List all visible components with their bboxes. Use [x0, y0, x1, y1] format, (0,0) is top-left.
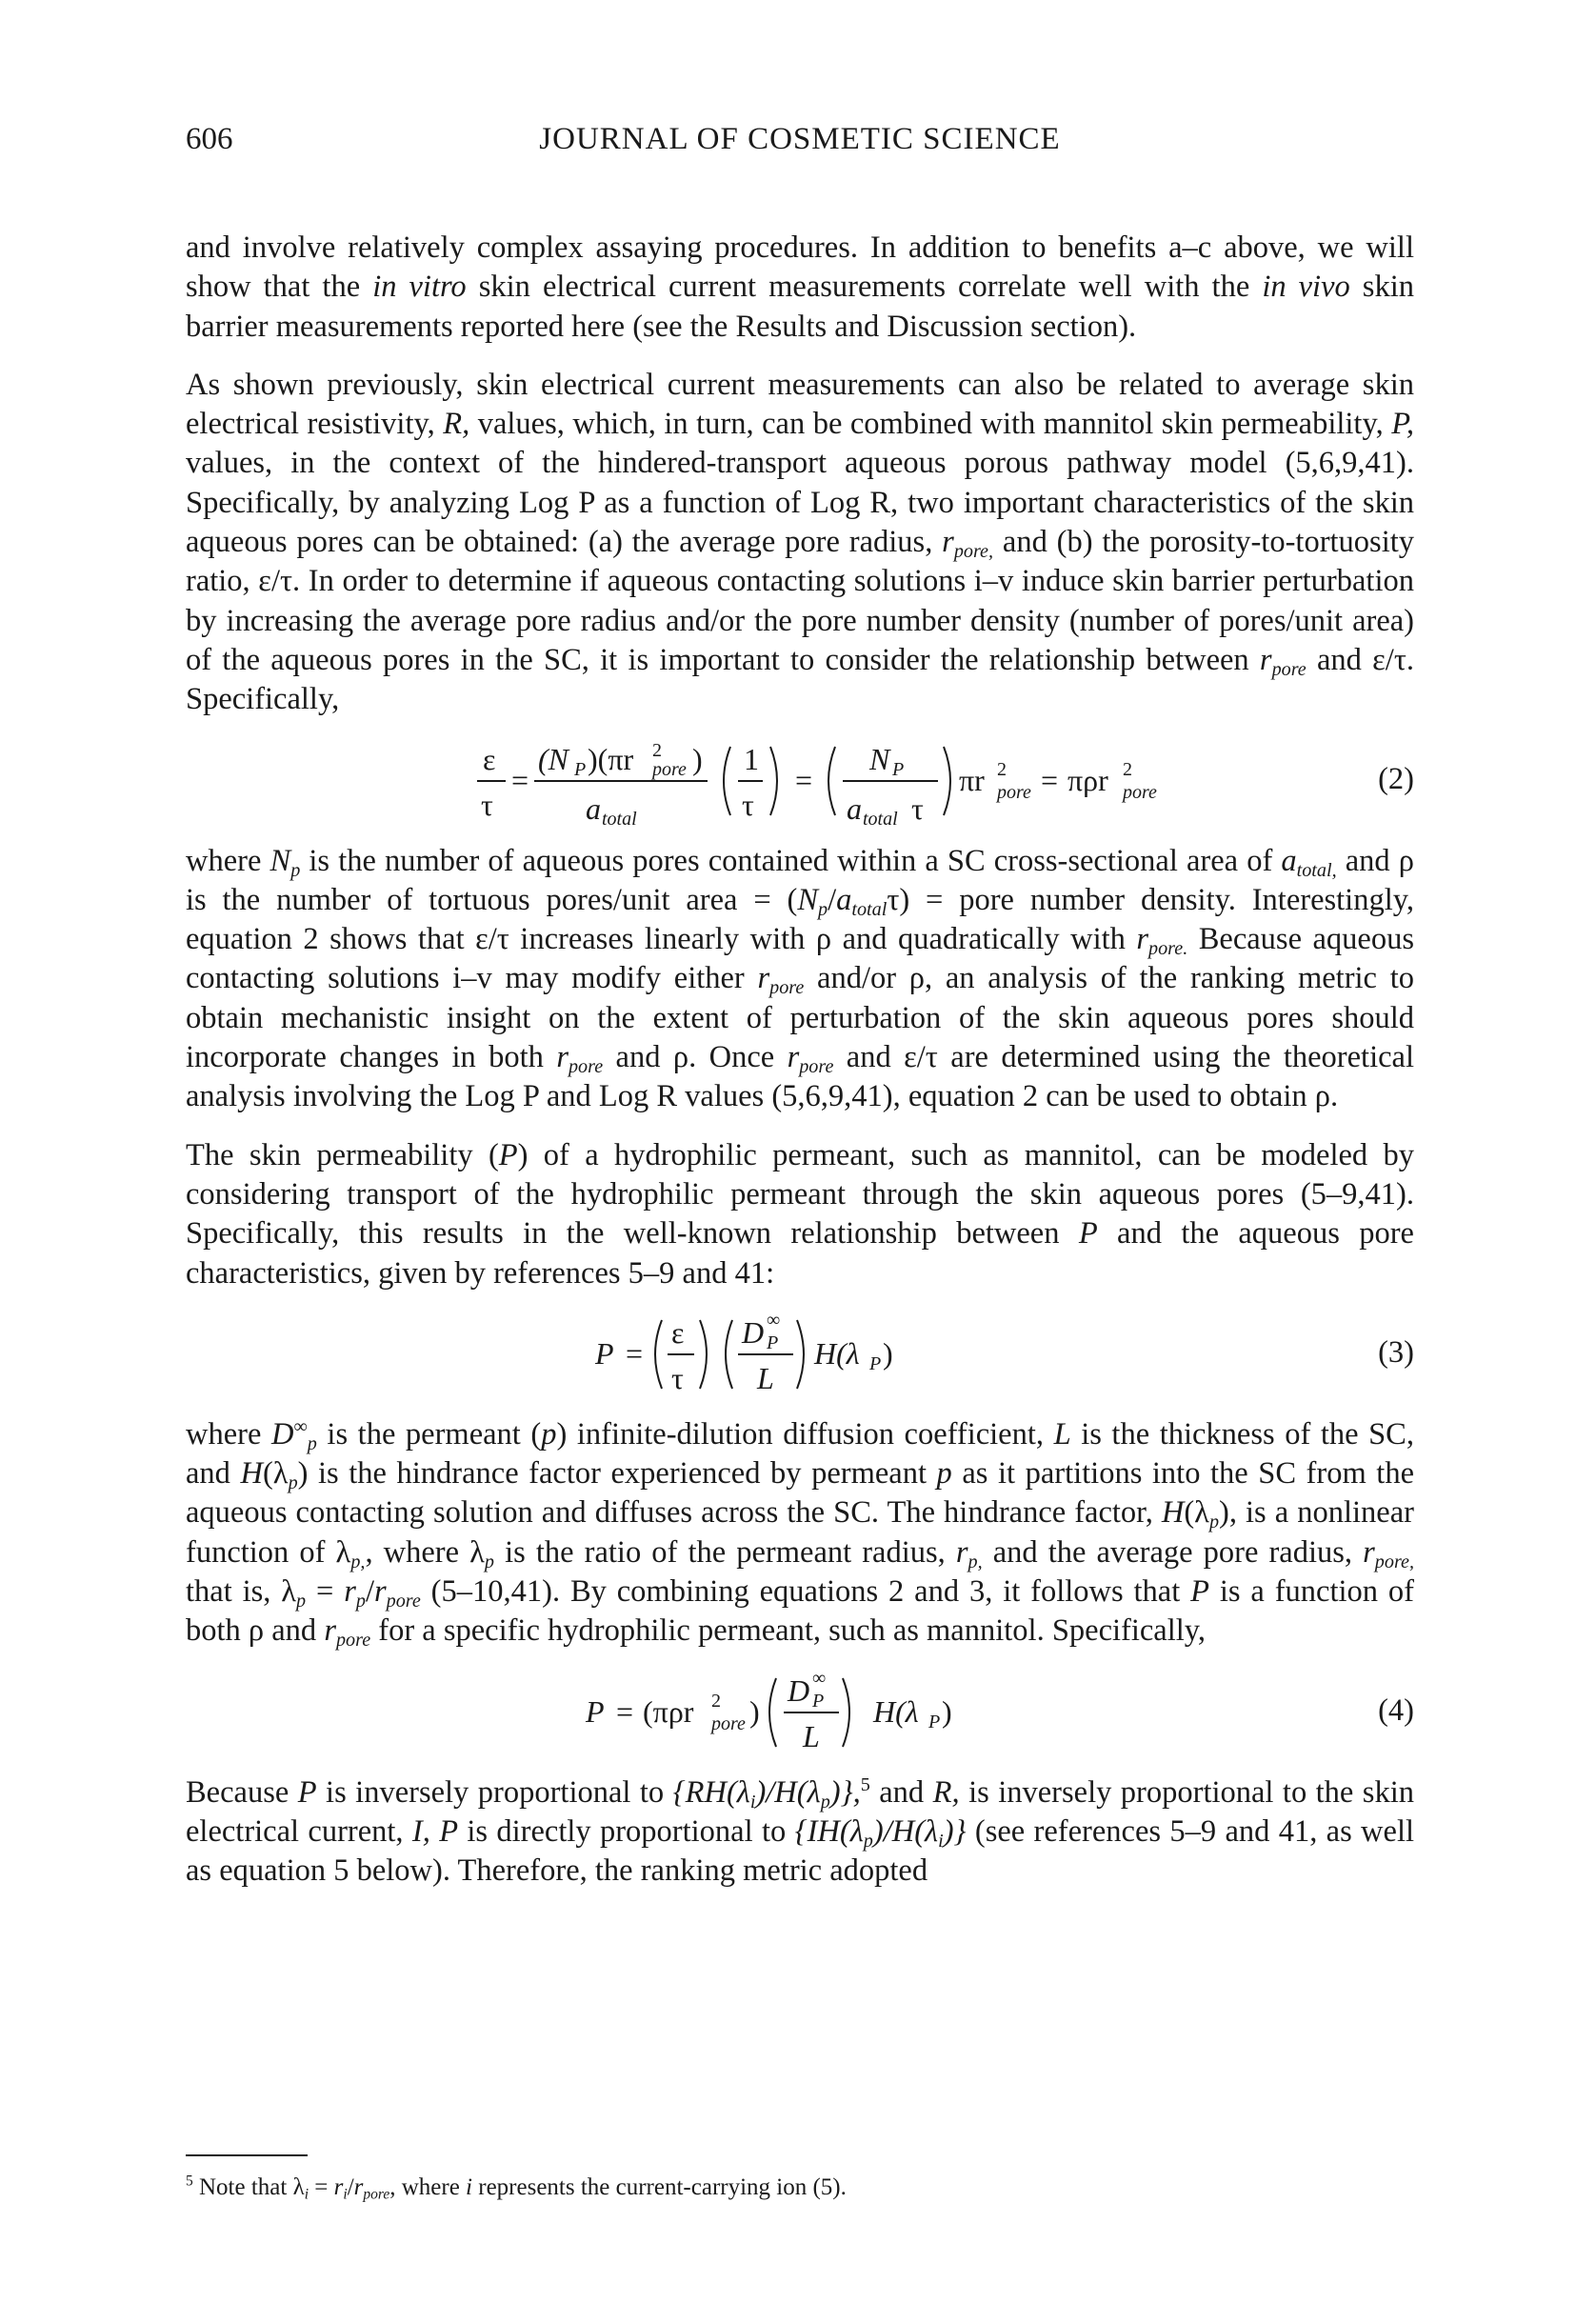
eq3-p: P — [595, 1335, 614, 1371]
paragraph-2: As shown previously, skin electrical current measurements can also be related to average skin electrical resistivity, R, values, which, in turn, can be combined with mannitol skin permeability, P, values, in the context of the hindered-transport aqueous porous pathway model (5,6,9,41). Specifically, by analyzing Log P as a function of Log R, two important characteristics of the skin aqueous pores can be obtained: (a) the average pore radius, $r_{pore,}$ and (b) the porosity-to-tortuosity ratio, ε/τ. In order to determine if aqueous contacting solutions i–v induce skin barrier perturbation by increasing the average pore radius and/or the pore number density (number of pores/unit area) of the aqueous pores in the SC, it is important to consider the relationship between $r_{pore}$ and ε/τ. Specifically, — [186, 367, 1415, 717]
svg-text:P: P — [574, 758, 587, 780]
eq2-equals-2: = — [795, 762, 813, 797]
svg-text:N: N — [869, 741, 890, 776]
paragraph-6: Because P is inversely proportional to $\{RH(\lambda_i)/H(\lambda_p)\},^5$ and R, is inversely proportional to the skin electrical current, I, P is directly proportional to $\{IH(\lambda_p)/H(\lambda_i)\}$ (see references 5–9 and 41, as well as equation 5 below). Therefore, the ranking metric adopted — [186, 1773, 1415, 1889]
svg-text:): ) — [749, 1693, 760, 1729]
page-number: 606 — [186, 122, 233, 156]
svg-text:pore: pore — [652, 758, 687, 780]
svg-text:): ) — [883, 1335, 893, 1371]
svg-text:=: = — [626, 1335, 644, 1371]
svg-text:τ: τ — [742, 787, 754, 822]
footnote-5: $^5$ Note that $\lambda_i = r_i/r_{pore}$, where i represents the current-carrying ion (5). — [186, 2173, 847, 2203]
svg-text:P: P — [767, 1332, 779, 1353]
footnote-rule — [186, 2154, 308, 2156]
svg-text:): ) — [692, 741, 703, 776]
running-header — [186, 122, 1414, 170]
paragraph-4: The skin permeability (P) of a hydrophilic permeant, such as mannitol, can be modeled by considering transport of the hydrophilic permeant through the skin aqueous pores (5–9,41). Specifically, this results in the well-known relationship between P and the aqueous pore characteristics, given by references 5–9 and 41: — [186, 1137, 1414, 1291]
svg-text:pore: pore — [711, 1712, 746, 1734]
svg-text:∞: ∞ — [812, 1667, 827, 1689]
eq2-tau: τ — [481, 787, 493, 822]
eq2-pi-r-sq: πr — [959, 762, 985, 797]
paragraph-5: where $D^\infty_p$ is the permeant (p) infinite-dilution diffusion coefficient, L is the thickness of the SC, and $H(\lambda_p)$ is the hindrance factor experienced by permeant p as it partitions into the SC from the aqueous contacting solution and diffuses across the SC. The hindrance factor, $H(\lambda_p)$, is a nonlinear function of $\lambda_{p,}$, where $\lambda_p$ is the ratio of the permeant radius, $r_{p,}$ and the average pore radius, $r_{pore,}$ that is, $\lambda_p = r_p/r_{pore}$ (5–10,41). By combining equations 2 and 3, it follows that P is a function of both ρ and $r_{pore}$ for a specific hydrophilic permeant, such as mannitol. Specifically, — [186, 1415, 1415, 1652]
svg-text:2: 2 — [652, 739, 662, 761]
body-text — [186, 229, 1414, 1892]
eq4-h: H(λ — [873, 1693, 919, 1729]
eq2-a-total: a — [586, 791, 601, 826]
svg-text:2: 2 — [997, 758, 1007, 780]
eq2-pi-r: )(πr — [588, 741, 634, 776]
svg-text:ε: ε — [671, 1314, 685, 1350]
eq3-d: D — [742, 1314, 765, 1350]
svg-text:P: P — [869, 1352, 882, 1374]
journal-title: JOURNAL OF COSMETIC SCIENCE — [539, 122, 1061, 156]
eq2-equals-3: = — [1041, 762, 1059, 797]
svg-text:P: P — [892, 758, 905, 780]
svg-text:2: 2 — [1123, 758, 1132, 780]
paragraph-3: where $N_p$ is the number of aqueous pores contained within a SC cross-sectional area of $a_{total,}$ and ρ is the number of tortuous pores/unit area = $(N_p/a_{total}\tau)$ = pore number density. Interestingly, equation 2 shows that ε/τ increases linearly with ρ and quadratically with $r_{pore.}$ Because aqueous contacting solutions i–v may modify either $r_{pore}$ and/or ρ, an analysis of the ranking metric to obtain mechanistic insight on the extent of perturbation of the skin aqueous pores should incorporate changes in both $r_{pore}$ and ρ. Once $r_{pore}$ and ε/τ are determined using the theoretical analysis involving the Log P and Log R values (5,6,9,41), equation 2 can be used to obtain ρ. — [186, 843, 1414, 1114]
equation-2-number: (2) — [1378, 761, 1414, 796]
equation-2-graphic — [186, 728, 1414, 834]
svg-text:total: total — [602, 808, 637, 830]
eq4-d: D — [788, 1672, 810, 1708]
svg-text:τ: τ — [911, 791, 924, 826]
equation-4-number: (4) — [1378, 1692, 1414, 1728]
eq2-np-open: (N — [538, 741, 569, 776]
equation-3-graphic — [186, 1301, 1414, 1408]
svg-text:∞: ∞ — [767, 1309, 781, 1331]
eq2-pi-rho-r: πρr — [1067, 762, 1108, 797]
eq3-h: H(λ — [814, 1335, 860, 1371]
eq4-pi-rho-r: (πρr — [643, 1693, 694, 1729]
equation-3 — [186, 1301, 1414, 1408]
equation-4 — [186, 1659, 1414, 1766]
svg-text:P: P — [812, 1690, 825, 1712]
svg-text:pore: pore — [1123, 781, 1157, 803]
equation-2 — [186, 728, 1414, 834]
svg-text:): ) — [942, 1693, 952, 1729]
paragraph-1: and involve relatively complex assaying procedures. In addition to benefits a–c above, we will show that the in vitro skin electrical current measurements correlate well with the in vivo skin barrier measurements reported here (see the Results and Discussion section). — [186, 230, 1414, 344]
eq2-equals-1: = — [511, 762, 529, 797]
eq4-p: P — [586, 1693, 605, 1729]
eq4-l: L — [803, 1718, 820, 1753]
svg-text:total: total — [863, 808, 898, 830]
eq2-epsilon: ε — [483, 741, 496, 776]
eq2-one: 1 — [744, 741, 759, 776]
svg-text:=: = — [616, 1693, 634, 1729]
svg-text:pore: pore — [997, 781, 1031, 803]
svg-text:P: P — [928, 1711, 941, 1732]
svg-text:τ: τ — [671, 1360, 684, 1395]
equation-3-number: (3) — [1378, 1334, 1414, 1370]
svg-text:2: 2 — [711, 1690, 721, 1712]
equation-4-graphic — [186, 1659, 1414, 1766]
svg-text:a: a — [847, 791, 862, 826]
eq3-l: L — [757, 1360, 774, 1395]
